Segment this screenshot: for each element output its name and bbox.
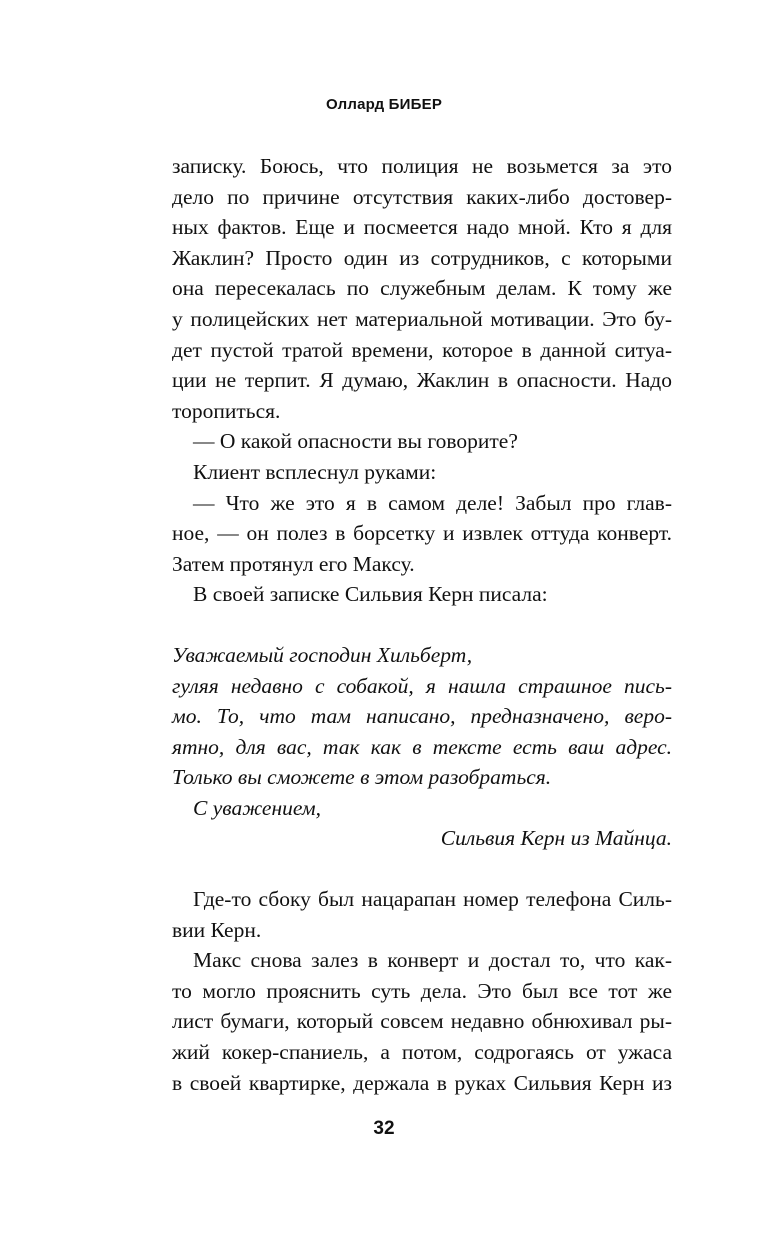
- paragraph-7: [172, 945, 672, 1098]
- text-line: ных фактов. Еще и посмеется надо мной. Кто я для: [172, 215, 672, 240]
- letter-line: мо. То, что там написано, предназначено, веро-: [172, 704, 672, 729]
- text-line: Жаклин? Просто один из сотрудников, с которыми: [172, 245, 672, 270]
- page-body: [172, 151, 672, 1098]
- letter-closing: С уважением,: [193, 795, 321, 820]
- text-line: дет пустой тратой времени, которое в данной ситуа-: [172, 337, 672, 362]
- text-line: жий кокер-спаниель, а потом, содрогаясь от ужаса: [172, 1040, 672, 1065]
- dialogue-line: — О какой опасности вы говорите?: [193, 429, 518, 454]
- text-line: ции не терпит. Я думаю, Жаклин в опасности. Надо: [172, 368, 672, 393]
- quoted-letter: [172, 640, 672, 854]
- text-line: у полицейских нет материальной мотивации. Это бу-: [172, 306, 672, 331]
- text-line: Где-то сбоку был нацарапан номер телефона Силь-: [193, 887, 672, 912]
- letter-line: Только вы сможете в этом разобраться.: [172, 765, 552, 790]
- text-line: Затем протянул его Максу.: [172, 551, 415, 576]
- letter-line: гуляя недавно с собакой, я нашла страшное пись-: [172, 673, 672, 698]
- paragraph-1: [172, 151, 672, 426]
- text-line: — Что же это я в самом деле! Забыл про глав-: [193, 490, 672, 515]
- text-line: торопиться.: [172, 398, 281, 423]
- text-line: лист бумаги, который совсем недавно обнюхивал ры-: [172, 1009, 672, 1034]
- paragraph-6: [172, 884, 672, 945]
- paragraph-4: [172, 488, 672, 580]
- text-line: она пересекалась по служебным делам. К тому же: [172, 276, 672, 301]
- page-number: 32: [373, 1118, 395, 1139]
- text-line: записку. Боюсь, что полиция не возьмется за это: [172, 154, 672, 178]
- narration-line: В своей записке Сильвия Керн писала:: [193, 582, 548, 607]
- letter-salutation: Уважаемый господин Хильберт,: [172, 642, 473, 667]
- running-head: Оллард БИБЕР: [325, 96, 443, 113]
- text-line: Макс снова залез в конверт и достал то, что как-: [193, 948, 672, 973]
- text-line: то могло прояснить суть дела. Это был все тот же: [172, 978, 672, 1003]
- narration-line: Клиент всплеснул руками:: [193, 459, 437, 484]
- text-line: дело по причине отсутствия каких-либо достовер-: [172, 184, 672, 209]
- letter-line: ятно, для вас, так как в тексте есть ваш адрес.: [172, 734, 672, 759]
- letter-signature: Сильвия Керн из Майнца.: [440, 826, 672, 851]
- text-line: вии Керн.: [172, 917, 262, 942]
- text-line: в своей квартирке, держала в руках Сильвия Керн из: [172, 1070, 672, 1095]
- text-line: ное, — он полез в борсетку и извлек оттуда конверт.: [172, 521, 672, 546]
